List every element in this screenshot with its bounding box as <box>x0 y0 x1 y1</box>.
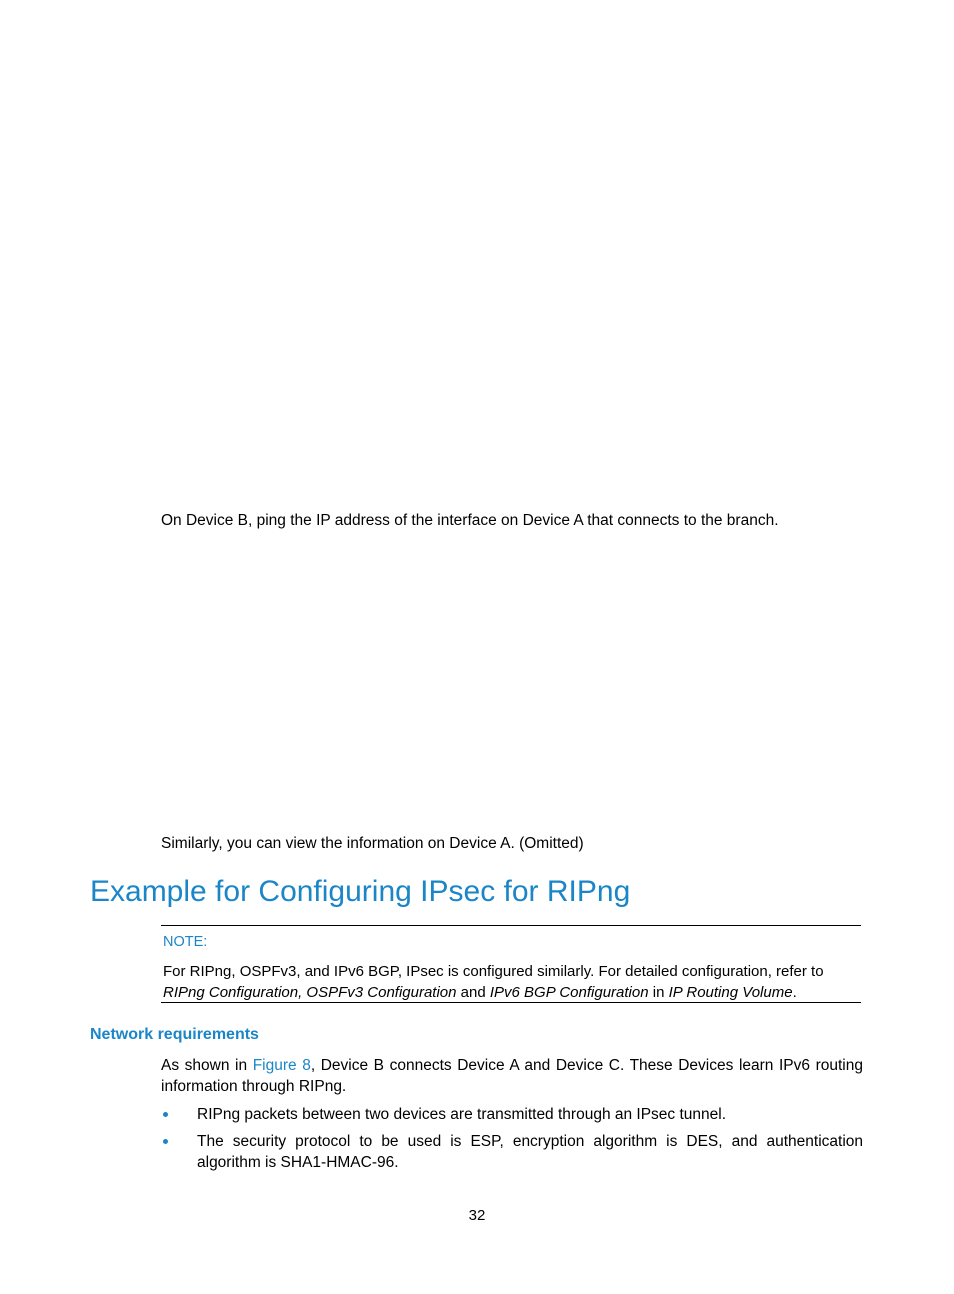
list-item <box>161 1104 863 1125</box>
bullet-dot-icon <box>163 1112 168 1117</box>
figure-8-link[interactable]: Figure 8 <box>252 1057 311 1074</box>
paragraph-similarly: Similarly, you can view the information on Device A. (Omitted) <box>161 835 584 852</box>
note-text-part-2: and <box>456 984 490 1001</box>
page-number: 32 <box>468 1207 486 1224</box>
note-ref-ip-routing-volume: IP Routing Volume <box>668 984 793 1001</box>
note-text <box>163 961 861 1003</box>
section-title: Example for Configuring IPsec for RIPng <box>90 875 631 908</box>
note-label: NOTE: <box>163 934 208 950</box>
intro-text-part-2: , Device B connects Device A and Device C. These Devices learn IPv6 routing information through RIPng. <box>161 1057 863 1095</box>
note-ref-ipv6-bgp: IPv6 BGP Configuration <box>489 984 649 1001</box>
note-text-part-4: . <box>792 984 797 1001</box>
note-box <box>161 925 861 1003</box>
note-ref-ripng-ospfv3: RIPng Configuration, OSPFv3 Configuration <box>163 984 457 1001</box>
note-text-part-3: in <box>648 984 669 1001</box>
bullet-dot-icon <box>163 1139 168 1144</box>
list-item-text: RIPng packets between two devices are transmitted through an IPsec tunnel. <box>197 1106 727 1123</box>
intro-text-part-1: As shown in <box>161 1057 253 1074</box>
subheading-network-requirements: Network requirements <box>90 1026 259 1043</box>
paragraph-ping-device-b: On Device B, ping the IP address of the interface on Device A that connects to the branch. <box>161 512 779 529</box>
note-text-part-1: For RIPng, OSPFv3, and IPv6 BGP, IPsec is configured similarly. For detailed configuration, refer to <box>163 963 824 980</box>
list-item <box>161 1131 863 1173</box>
paragraph-network-intro <box>161 1055 863 1097</box>
list-item-text: The security protocol to be used is ESP, encryption algorithm is DES, and authentication algorithm is SHA1-HMAC-96. <box>197 1133 863 1171</box>
